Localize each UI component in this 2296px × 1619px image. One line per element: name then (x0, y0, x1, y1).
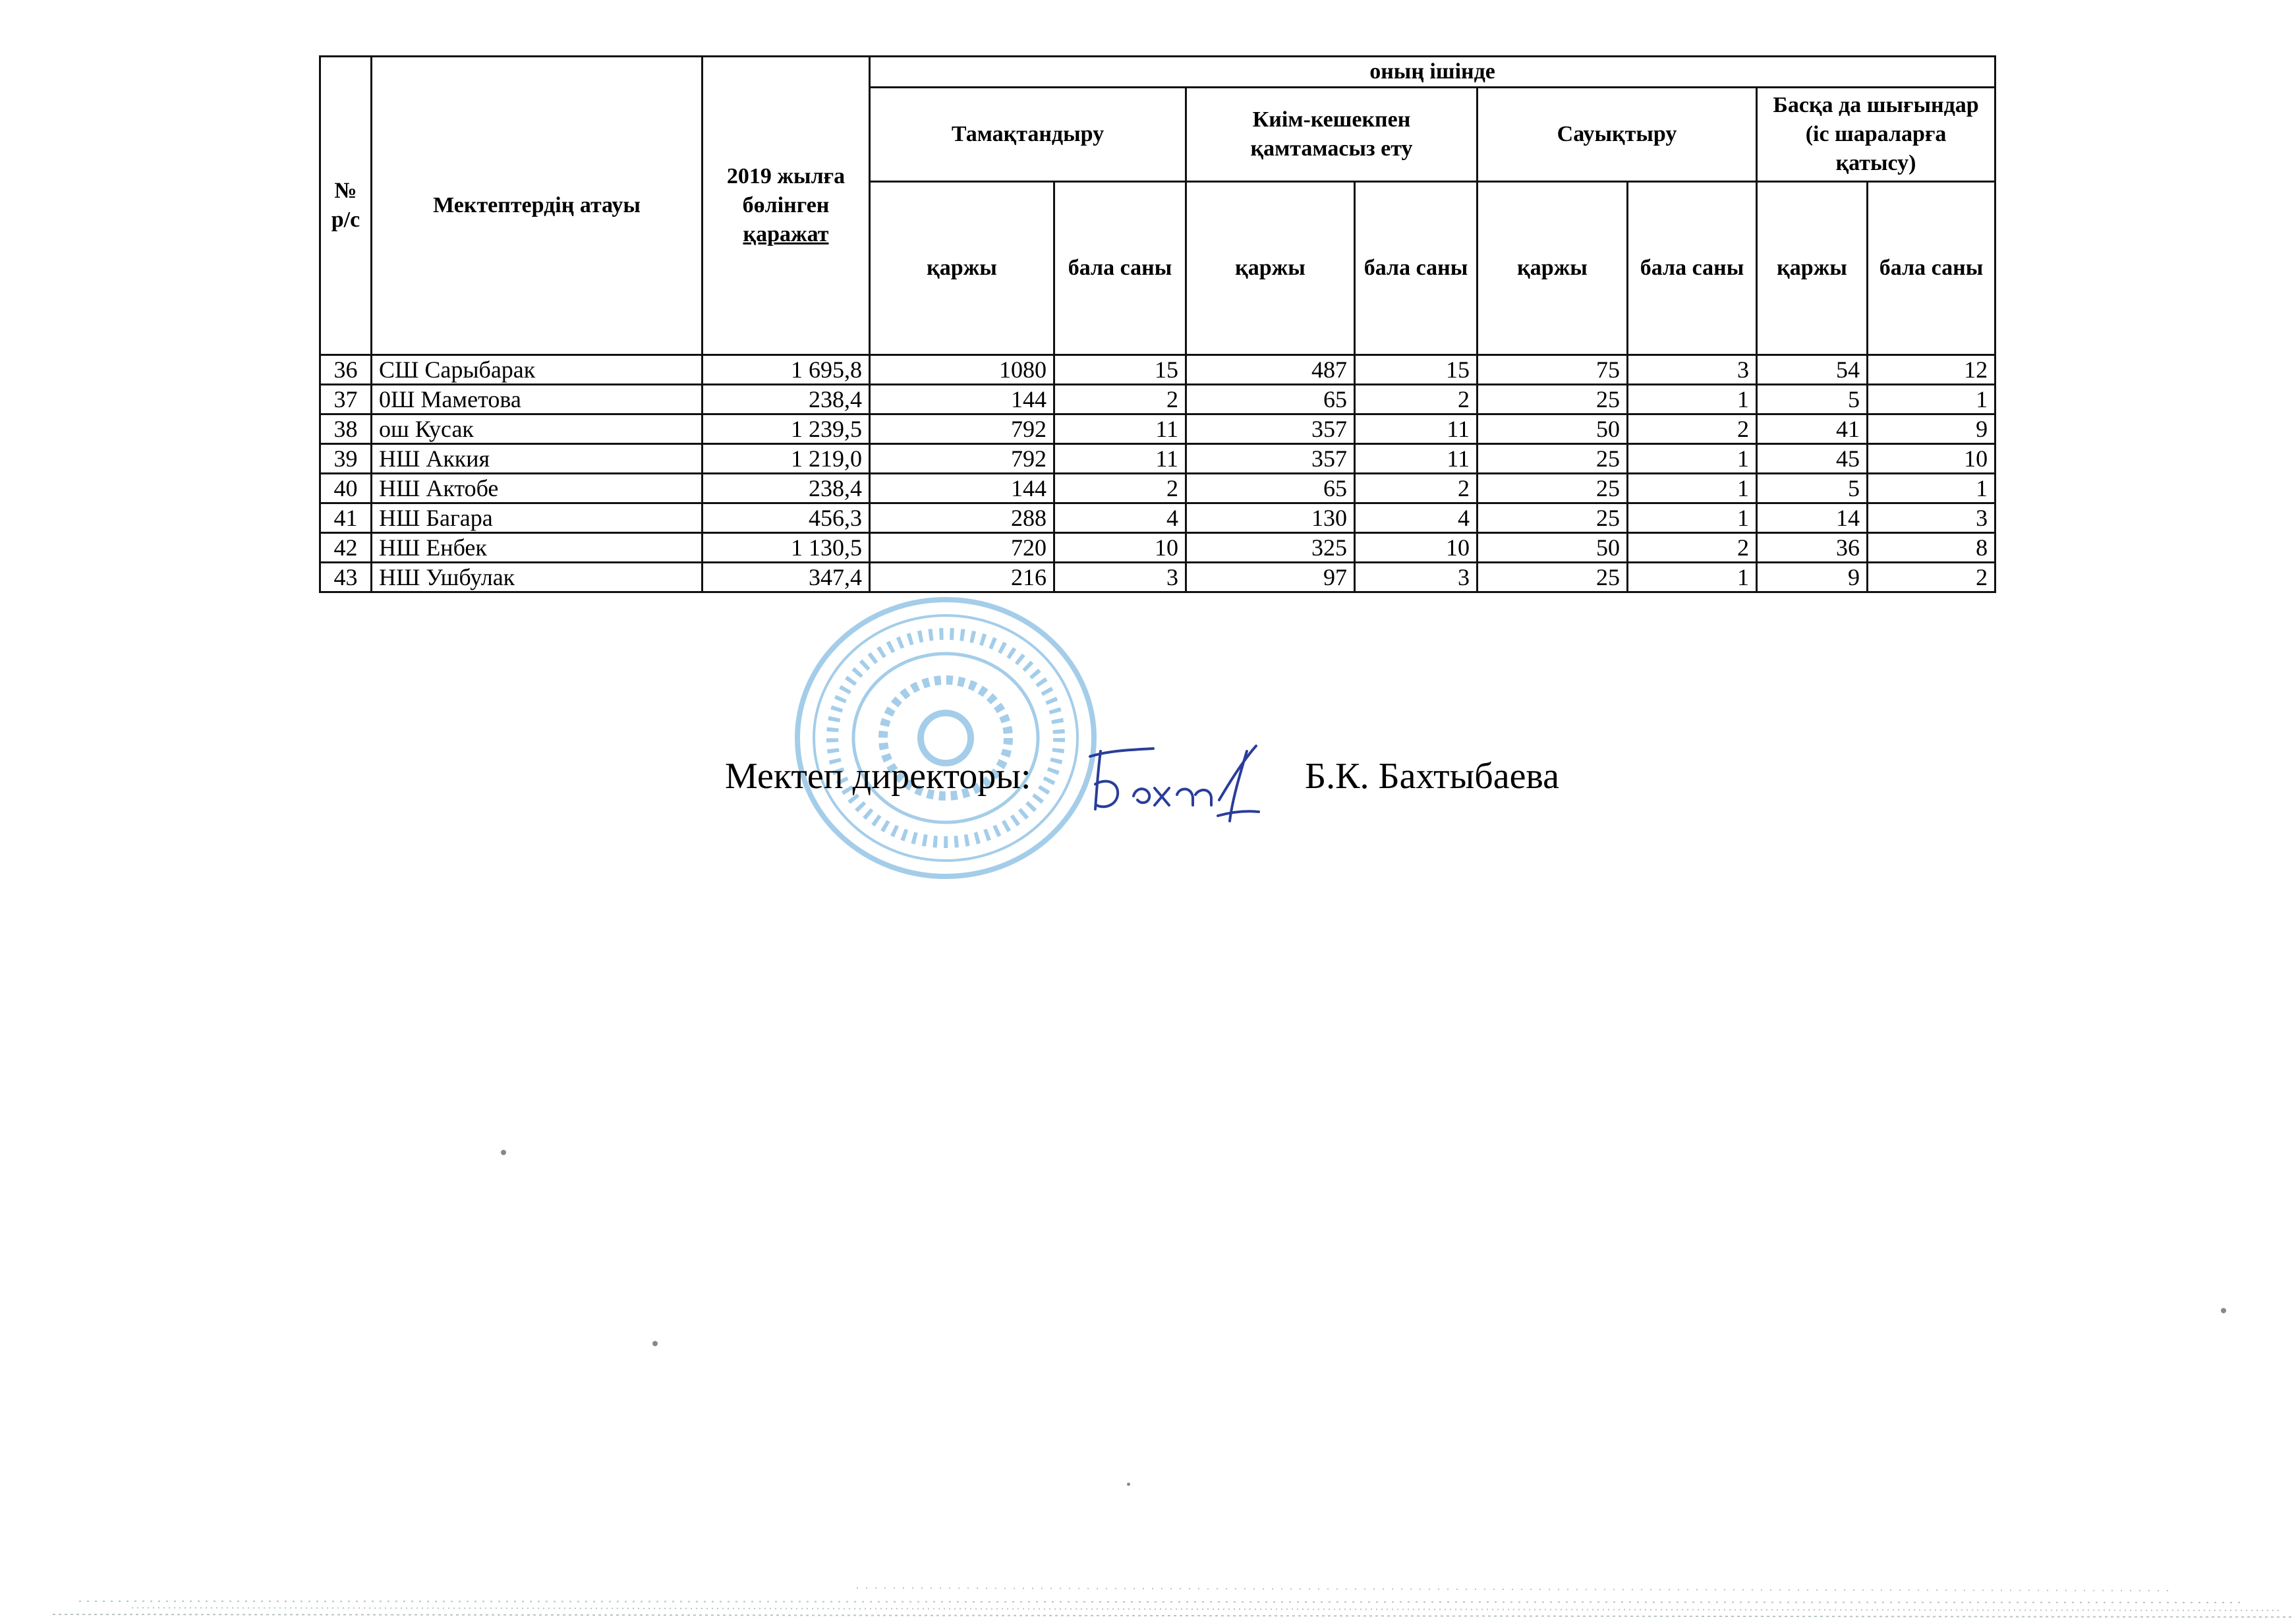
clothing-kids-cell: 10 (1355, 533, 1478, 563)
allocated-total-cell: 1 695,8 (703, 355, 870, 385)
header-sub-money-text: қаржы (1777, 256, 1847, 280)
health-kids-cell: 1 (1628, 563, 1757, 592)
health-kids-cell: 2 (1628, 533, 1757, 563)
other-kids-cell: 3 (1868, 503, 1995, 533)
header-sub-kids-text: бала саны (1363, 256, 1468, 280)
header-allocated (703, 57, 870, 355)
school-name-cell: НШ Аккия (372, 444, 703, 474)
row-number-cell: 43 (320, 563, 372, 592)
clothing-kids-cell: 11 (1355, 414, 1478, 444)
header-school-name (372, 57, 703, 355)
clothing-kids-cell: 11 (1355, 444, 1478, 474)
other-money-cell: 5 (1757, 474, 1868, 503)
school-name-cell: НШ Енбек (372, 533, 703, 563)
header-including (870, 57, 1995, 88)
row-number-cell: 40 (320, 474, 372, 503)
other-kids-cell: 8 (1868, 533, 1995, 563)
clothing-kids-cell: 15 (1355, 355, 1478, 385)
health-kids-cell: 1 (1628, 503, 1757, 533)
clothing-money-cell: 357 (1186, 414, 1355, 444)
clothing-kids-cell: 2 (1355, 385, 1478, 414)
header-sub-kids (1868, 182, 1995, 355)
header-allocated-line-1: 2019 жылға (726, 164, 846, 188)
school-name-cell: НШ Багара (372, 503, 703, 533)
header-allocated-line-2: бөлінген (742, 193, 830, 217)
other-money-cell: 9 (1757, 563, 1868, 592)
header-row-1 (320, 57, 1995, 88)
header-sub-kids (1054, 182, 1186, 355)
header-group-health (1478, 88, 1757, 182)
director-label: Мектеп директоры: (725, 756, 1031, 797)
scan-speck (652, 1341, 658, 1346)
header-group-food-text: Тамақтандыру (951, 122, 1105, 146)
health-money-cell: 25 (1478, 563, 1628, 592)
header-group-other-text: Басқа да шығындар (іс шараларға қатысу) (1773, 93, 1979, 175)
header-sub-kids (1355, 182, 1478, 355)
other-kids-cell: 12 (1868, 355, 1995, 385)
food-money-cell: 288 (870, 503, 1054, 533)
food-money-cell: 792 (870, 414, 1054, 444)
clothing-kids-cell: 3 (1355, 563, 1478, 592)
table-row (320, 503, 1995, 533)
header-sub-money (870, 182, 1054, 355)
scan-speck (2221, 1308, 2226, 1313)
header-number (320, 57, 372, 355)
allocated-total-cell: 456,3 (703, 503, 870, 533)
scan-edge-noise (0, 1562, 2296, 1619)
food-kids-cell: 10 (1054, 533, 1186, 563)
health-money-cell: 75 (1478, 355, 1628, 385)
school-name-cell: ош Кусак (372, 414, 703, 444)
director-name: Б.К. Бахтыбаева (1305, 756, 1559, 797)
header-group-clothing-text: Киім-кешекпен қамтамасыз ету (1250, 107, 1413, 161)
school-name-cell: 0Ш Маметова (372, 385, 703, 414)
health-money-cell: 25 (1478, 474, 1628, 503)
food-money-cell: 144 (870, 474, 1054, 503)
health-kids-cell: 3 (1628, 355, 1757, 385)
row-number-cell: 37 (320, 385, 372, 414)
table-row (320, 533, 1995, 563)
food-money-cell: 792 (870, 444, 1054, 474)
header-sub-money (1757, 182, 1868, 355)
scan-speck (501, 1150, 506, 1155)
header-school-name-text: Мектептердің атауы (433, 193, 641, 217)
health-money-cell: 50 (1478, 414, 1628, 444)
school-name-cell: СШ Сарыбарак (372, 355, 703, 385)
handwritten-signature (1081, 731, 1265, 824)
health-kids-cell: 1 (1628, 444, 1757, 474)
official-seal-stamp (791, 593, 1101, 883)
other-kids-cell: 2 (1868, 563, 1995, 592)
other-kids-cell: 9 (1868, 414, 1995, 444)
food-kids-cell: 4 (1054, 503, 1186, 533)
clothing-money-cell: 357 (1186, 444, 1355, 474)
other-money-cell: 14 (1757, 503, 1868, 533)
food-kids-cell: 11 (1054, 444, 1186, 474)
clothing-money-cell: 65 (1186, 385, 1355, 414)
food-money-cell: 720 (870, 533, 1054, 563)
health-kids-cell: 1 (1628, 474, 1757, 503)
header-sub-money-text: қаржы (1235, 256, 1306, 280)
allocated-total-cell: 1 130,5 (703, 533, 870, 563)
allocated-total-cell: 1 219,0 (703, 444, 870, 474)
clothing-money-cell: 130 (1186, 503, 1355, 533)
header-sub-kids (1628, 182, 1757, 355)
header-sub-money (1186, 182, 1355, 355)
table-body (320, 355, 1995, 592)
table-row (320, 444, 1995, 474)
other-money-cell: 36 (1757, 533, 1868, 563)
other-money-cell: 5 (1757, 385, 1868, 414)
allocation-table (319, 55, 1996, 593)
food-money-cell: 144 (870, 385, 1054, 414)
food-kids-cell: 3 (1054, 563, 1186, 592)
header-sub-kids-text: бала саны (1640, 256, 1744, 280)
header-group-clothing (1186, 88, 1478, 182)
food-money-cell: 216 (870, 563, 1054, 592)
header-including-text: оның ішінде (1369, 59, 1495, 84)
clothing-kids-cell: 4 (1355, 503, 1478, 533)
header-group-food (870, 88, 1186, 182)
scan-speck (1127, 1483, 1130, 1486)
health-kids-cell: 2 (1628, 414, 1757, 444)
allocated-total-cell: 238,4 (703, 385, 870, 414)
other-kids-cell: 10 (1868, 444, 1995, 474)
header-number-text: № р/с (331, 179, 360, 232)
health-money-cell: 25 (1478, 444, 1628, 474)
school-name-cell: НШ Актобе (372, 474, 703, 503)
row-number-cell: 36 (320, 355, 372, 385)
allocated-total-cell: 347,4 (703, 563, 870, 592)
header-group-health-text: Сауықтыру (1557, 122, 1677, 146)
row-number-cell: 39 (320, 444, 372, 474)
other-money-cell: 45 (1757, 444, 1868, 474)
health-money-cell: 50 (1478, 533, 1628, 563)
food-kids-cell: 11 (1054, 414, 1186, 444)
other-kids-cell: 1 (1868, 474, 1995, 503)
school-name-cell: НШ Ушбулак (372, 563, 703, 592)
health-money-cell: 25 (1478, 385, 1628, 414)
clothing-money-cell: 325 (1186, 533, 1355, 563)
header-group-other (1757, 88, 1995, 182)
header-sub-kids-text: бала саны (1879, 256, 1984, 280)
table-row (320, 355, 1995, 385)
table-row (320, 385, 1995, 414)
other-money-cell: 41 (1757, 414, 1868, 444)
clothing-money-cell: 97 (1186, 563, 1355, 592)
clothing-kids-cell: 2 (1355, 474, 1478, 503)
header-sub-money-text: қаржы (927, 256, 997, 280)
food-kids-cell: 2 (1054, 474, 1186, 503)
other-kids-cell: 1 (1868, 385, 1995, 414)
allocated-total-cell: 1 239,5 (703, 414, 870, 444)
row-number-cell: 41 (320, 503, 372, 533)
header-sub-kids-text: бала саны (1068, 256, 1172, 280)
other-money-cell: 54 (1757, 355, 1868, 385)
table-row (320, 474, 1995, 503)
row-number-cell: 42 (320, 533, 372, 563)
food-kids-cell: 2 (1054, 385, 1186, 414)
header-allocated-line-3: қаражат (743, 222, 829, 246)
food-kids-cell: 15 (1054, 355, 1186, 385)
clothing-money-cell: 487 (1186, 355, 1355, 385)
row-number-cell: 38 (320, 414, 372, 444)
header-sub-money (1478, 182, 1628, 355)
health-kids-cell: 1 (1628, 385, 1757, 414)
allocated-total-cell: 238,4 (703, 474, 870, 503)
header-sub-money-text: қаржы (1517, 256, 1588, 280)
health-money-cell: 25 (1478, 503, 1628, 533)
table-row (320, 414, 1995, 444)
food-money-cell: 1080 (870, 355, 1054, 385)
table-row (320, 563, 1995, 592)
clothing-money-cell: 65 (1186, 474, 1355, 503)
